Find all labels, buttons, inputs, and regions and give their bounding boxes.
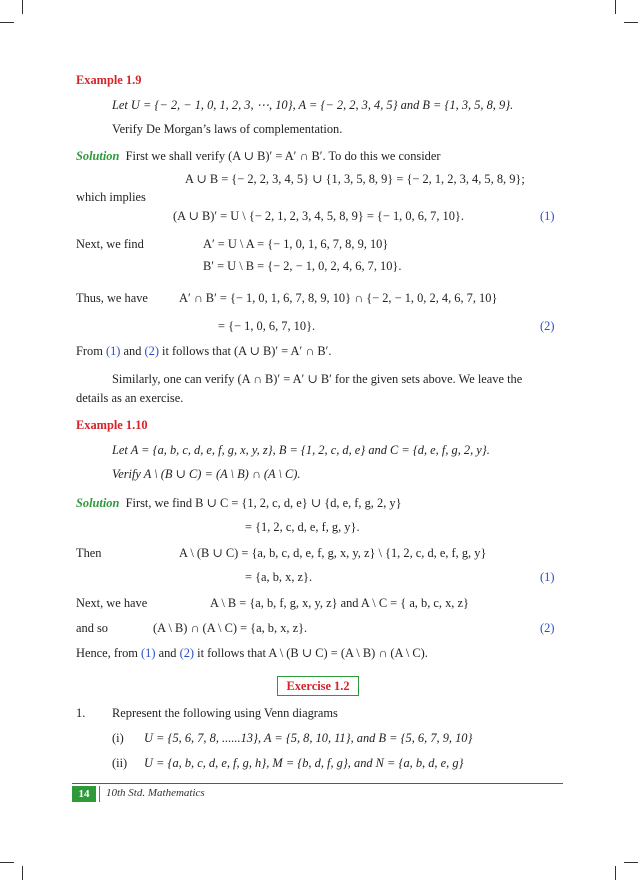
example-1-10-sets: Let A = {a, b, c, d, e, f, g, x, y, z}, B = {1, 2, c, d, e} and C = {d, e, f, g, 2, y}. — [112, 443, 490, 457]
hence-line — [76, 645, 428, 661]
example-1-9-heading: Example 1.9 — [76, 73, 142, 87]
example-1-10-heading: Example 1.10 — [76, 418, 148, 432]
ref-2b-link[interactable]: (2) — [179, 646, 195, 660]
solution-label: Solution — [76, 149, 120, 163]
next-we-have-text: Next, we have — [76, 596, 148, 610]
equation-tag-2b: (2) — [540, 621, 555, 635]
item-ii-text: U = {a, b, c, d, e, f, g, h}, M = {b, d, f, g}, and N = {a, b, d, e, g} — [144, 756, 464, 770]
equation-tag-2: (2) — [540, 319, 555, 333]
intersection-result: = {− 1, 0, 6, 7, 10}. — [218, 319, 316, 333]
ref-2-link[interactable]: (2) — [144, 344, 159, 358]
question-1-text: Represent the following using Venn diagrams — [112, 706, 338, 720]
example-1-9-sets: Let U = {− 2, − 1, 0, 1, 2, 3, ⋯, 10}, A = {− 2, 2, 3, 4, 5} and B = {1, 3, 5, 8, 9}. — [112, 98, 514, 112]
similarly-line-1: Similarly, one can verify (A ∩ B)′ = A′ ∪ B′ for the given sets above. We leave the — [112, 372, 523, 386]
exercise-title: Exercise 1.2 — [277, 676, 359, 696]
crop-mark-bottom-right-h — [624, 862, 638, 863]
hence-and-text: and — [155, 646, 180, 660]
which-implies-text: which implies — [76, 190, 146, 204]
from-text: From — [76, 344, 106, 358]
example-1-10-task: Verify A \ (B ∪ C) = (A \ B) ∩ (A \ C). — [112, 467, 301, 481]
footer-separator — [99, 786, 100, 802]
crop-mark-top-left-h — [0, 22, 14, 23]
intersection-2-equation: (A \ B) ∩ (A \ C) = {a, b, x, z}. — [153, 621, 308, 635]
and-text: and — [120, 344, 145, 358]
solution-1-10-first: First, we find B ∪ C = {1, 2, c, d, e} ∪ {d, e, f, g, 2, y} — [125, 496, 402, 510]
crop-mark-top-left-v — [22, 0, 23, 14]
question-1-number: 1. — [76, 706, 86, 720]
footer-book-title: 10th Std. Mathematics — [106, 787, 205, 799]
crop-mark-bottom-left-v — [22, 866, 23, 880]
a-minus-union-result: = {a, b, x, z}. — [245, 570, 313, 584]
next-we-find-text: Next, we find — [76, 237, 144, 251]
a-minus-b-c-equation: A \ B = {a, b, f, g, x, y, z} and A \ C = { a, b, c, x, z} — [210, 596, 469, 610]
equation-tag-1b: (1) — [540, 570, 555, 584]
a-complement-equation: A′ = U \ A = {− 1, 0, 1, 6, 7, 8, 9, 10} — [203, 237, 389, 251]
crop-mark-top-right-v — [615, 0, 616, 14]
solution-1-9-intro: First we shall verify (A ∪ B)′ = A′ ∩ B′. To do this we consider — [125, 149, 441, 163]
item-i-text: U = {5, 6, 7, 8, ......13}, A = {5, 8, 10, 11}, and B = {5, 6, 7, 9, 10} — [144, 731, 473, 745]
hence-text: Hence, from — [76, 646, 142, 660]
hence-follows-text: it follows that A \ (B ∪ C) = (A \ B) ∩ (A \ C). — [194, 646, 428, 660]
item-ii-number: (ii) — [112, 756, 128, 770]
b-union-c-result: = {1, 2, c, d, e, f, g, y}. — [245, 520, 360, 534]
crop-mark-bottom-left-h — [0, 862, 14, 863]
then-text: Then — [76, 546, 102, 560]
equation-tag-1: (1) — [540, 209, 555, 223]
b-complement-equation: B′ = U \ B = {− 2, − 1, 0, 2, 4, 6, 7, 10}. — [203, 259, 402, 273]
similarly-line-2: details as an exercise. — [76, 391, 184, 405]
solution-1-10-first-line — [76, 495, 402, 511]
intersection-equation: A′ ∩ B′ = {− 1, 0, 1, 6, 7, 8, 9, 10} ∩ {− 2, − 1, 0, 2, 4, 6, 7, 10} — [179, 291, 498, 305]
union-equation: A ∪ B = {− 2, 2, 3, 4, 5} ∪ {1, 3, 5, 8, 9} = {− 2, 1, 2, 3, 4, 5, 8, 9}; — [185, 172, 525, 186]
follows-text: it follows that (A ∪ B)′ = A′ ∩ B′. — [158, 344, 332, 358]
ref-1-link[interactable]: (1) — [105, 344, 121, 358]
from-follows-line — [76, 343, 331, 359]
thus-we-have-text: Thus, we have — [76, 291, 148, 305]
item-i-number: (i) — [112, 731, 124, 745]
example-1-9-task: Verify De Morgan’s laws of complementation. — [112, 122, 343, 136]
solution-label-2: Solution — [76, 496, 120, 510]
page-number: 14 — [72, 786, 96, 802]
crop-mark-top-right-h — [624, 22, 638, 23]
ref-1b-link[interactable]: (1) — [141, 646, 156, 660]
and-so-text: and so — [76, 621, 109, 635]
footer-divider — [72, 783, 563, 784]
a-minus-union-equation: A \ (B ∪ C) = {a, b, c, d, e, f, g, x, y, z} \ {1, 2, c, d, e, f, g, y} — [179, 546, 487, 560]
complement-equation: (A ∪ B)′ = U \ {− 2, 1, 2, 3, 4, 5, 8, 9} = {− 1, 0, 6, 7, 10}. — [173, 209, 464, 223]
crop-mark-bottom-right-v — [615, 866, 616, 880]
solution-1-9-intro-line — [76, 148, 440, 164]
